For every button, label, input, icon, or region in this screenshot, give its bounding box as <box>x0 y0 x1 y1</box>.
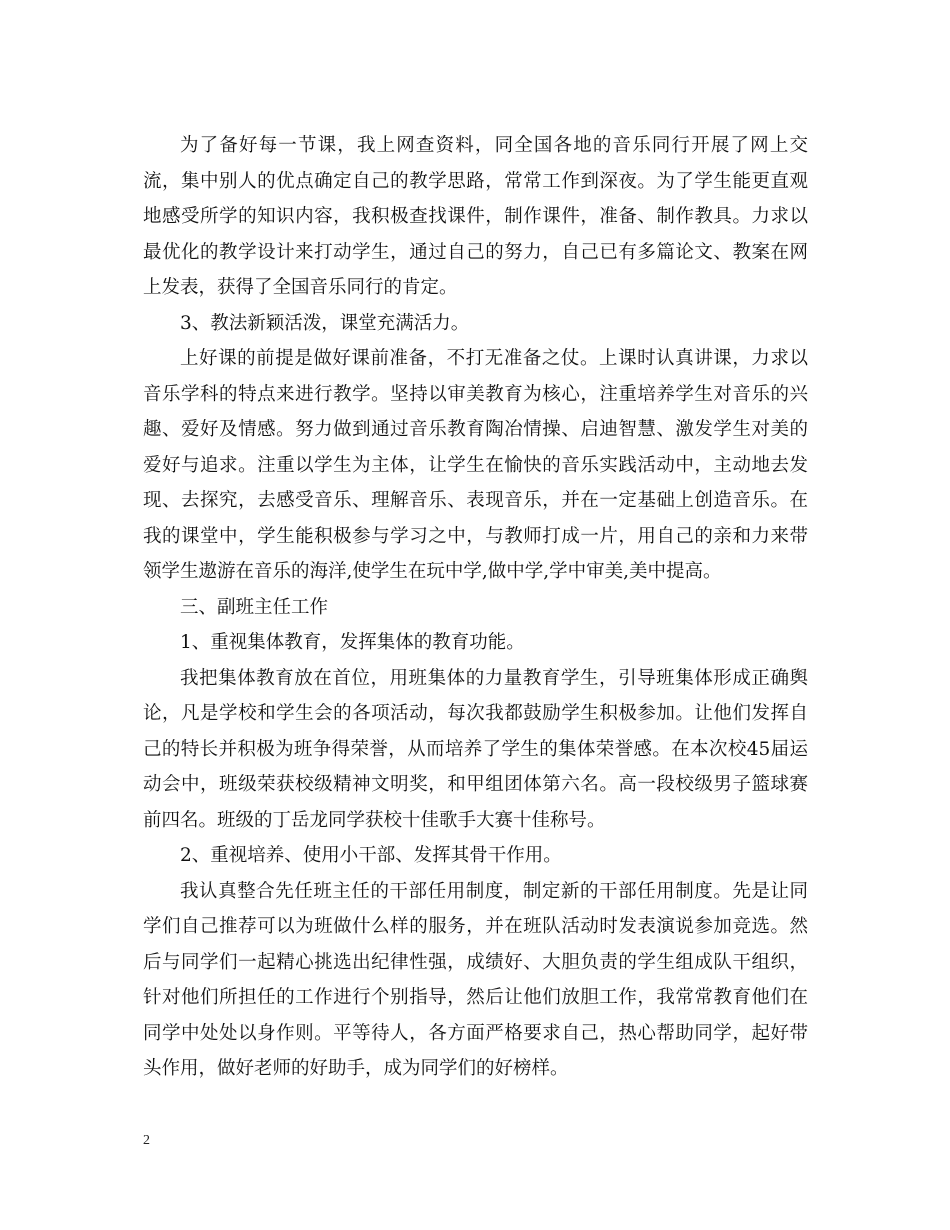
subheading-collective-education: 1、重视集体教育，发挥集体的教育功能。 <box>180 632 525 653</box>
subheading-teaching-method: 3、教法新颖活泼，课堂充满活力。 <box>180 312 470 334</box>
paragraph-collective-education: 我把集体教育放在首位，用班集体的力量教育学生，引导班集体形成正确舆论，凡是学校和学生会的各项活动，每次我都鼓励学生积极参加。让他们发挥自己的特长并积极为班争得荣誉，从而培养了学生的集体荣誉感。在本次校45届运动会中，班级荣获校级精神文明奖，和甲组团体第六名。高一段校级男子篮球赛前四名。班级的丁岳龙同学获校十佳歌手大赛十佳称号。 <box>143 667 808 831</box>
subheading-class-cadres: 2、重视培养、使用小干部、发挥其骨干作用。 <box>180 845 562 866</box>
paragraph-lesson-preparation: 为了备好每一节课，我上网查资料，同全国各地的音乐同行开展了网上交流，集中别人的优点确定自己的教学思路，常常工作到深夜。为了学生能更直观地感受所学的知识内容，我积极查找课件，制作课件，准备、制作教具。力求以最优化的教学设计来打动学生，通过自己的努力，自己已有多篇论文、教案在网上发表，获得了全国音乐同行的肯定。 <box>143 135 808 298</box>
section-heading-assistant-head-teacher: 三、副班主任工作 <box>180 596 329 618</box>
document-body <box>143 128 808 1087</box>
page-number: 2 <box>143 1133 150 1148</box>
paragraph-classroom: 上好课的前提是做好课前准备，不打无准备之仗。上课时认真讲课，力求以音乐学科的特点来进行教学。坚持以审美教育为核心，注重培养学生对音乐的兴趣、爱好及情感。努力做到通过音乐教育陶冶情操、启迪智慧、激发学生对美的爱好与追求。注重以学生为主体，让学生在愉快的音乐实践活动中，主动地去发现、去探究，去感受音乐、理解音乐、表现音乐，并在一定基础上创造音乐。在我的课堂中，学生能积极参与学习之中，与教师打成一片，用自己的亲和力来带领学生遨游在音乐的海洋,使学生在玩中学,做中学,学中审美,美中提高。 <box>143 348 808 582</box>
paragraph-class-cadres: 我认真整合先任班主任的干部任用制度，制定新的干部任用制度。先是让同学们自己推荐可以为班做什么样的服务，并在班队活动时发表演说参加竞选。然后与同学们一起精心挑选出纪律性强，成绩好、大胆负责的学生组成队干组织，针对他们所担任的工作进行个别指导，然后让他们放胆工作，我常常教育他们在同学中处处以身作则。平等待人，各方面严格要求自己，热心帮助同学，起好带头作用，做好老师的好助手，成为同学们的好榜样。 <box>143 880 808 1079</box>
